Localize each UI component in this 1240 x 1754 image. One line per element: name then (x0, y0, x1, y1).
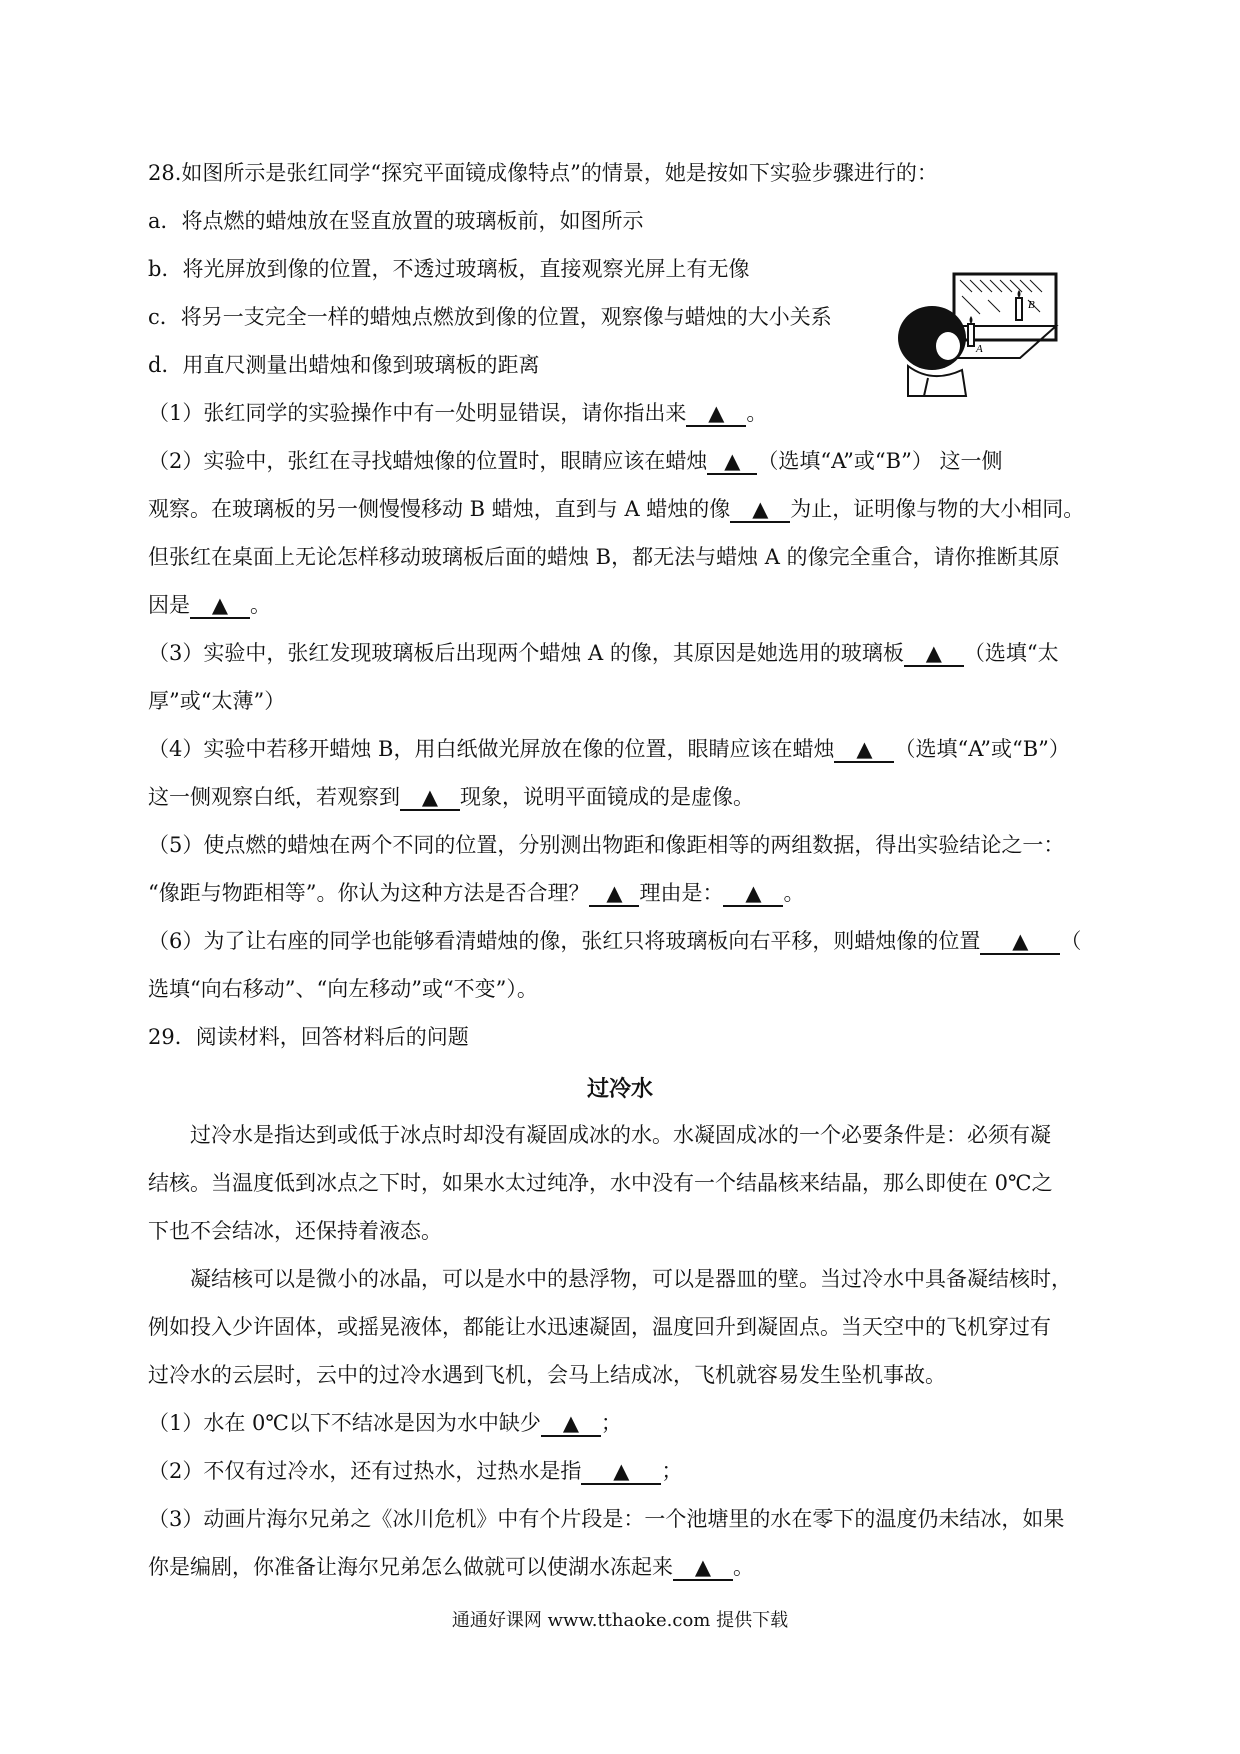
answer-blank[interactable]: ▲ (541, 1411, 601, 1437)
q29-sub2: （2）不仅有过冷水，还有过热水，过热水是指 ▲ ； (148, 1458, 683, 1483)
article-para2-line2: 例如投入少许固体，或摇晃液体，都能让水迅速凝固，温度回升到凝固点。当天空中的飞机穿过有 (148, 1315, 1051, 1339)
answer-blank[interactable]: ▲ (400, 785, 460, 811)
mirror-experiment-figure (888, 266, 1068, 398)
q28-part5-line2: “像距与物距相等”。你认为这种方法是否合理？ ▲ 理由是： ▲ 。 (148, 880, 805, 905)
answer-blank[interactable]: ▲ (673, 1555, 733, 1581)
q28-part6-line1: （6）为了让右座的同学也能够看清蜡烛的像，张红只将玻璃板向右平移，则蜡烛像的位置 ▲ （ (148, 928, 1082, 953)
q28-intro: 28.如图所示是张红同学“探究平面镜成像特点”的情景，她是按如下实验步骤进行的： (148, 161, 938, 185)
q29-sub3-line2: 你是编剧，你准备让海尔兄弟怎么做就可以使湖水冻起来 ▲ 。 (148, 1554, 754, 1579)
article-para2-line3: 过冷水的云层时，云中的过冷水遇到飞机，会马上结成冰，飞机就容易发生坠机事故。 (148, 1363, 946, 1387)
q28-step-b: b．将光屏放到像的位置，不透过玻璃板，直接观察光屏上有无像 (148, 257, 750, 281)
q28-part1: （1）张红同学的实验操作中有一处明显错误，请你指出来 ▲ 。 (148, 400, 768, 425)
page-footer: 通通好课网 www.tthaoke.com 提供下载 (451, 1610, 789, 1631)
q28-part3-line1: （3）实验中，张红发现玻璃板后出现两个蜡烛 A 的像，其原因是她选用的玻璃板 ▲ （选填“太 (148, 640, 1059, 665)
q29-sub1: （1）水在 0℃以下不结冰是因为水中缺少 ▲ ； (148, 1410, 622, 1435)
answer-blank[interactable]: ▲ (723, 881, 783, 907)
q28-part3-line2: 厚”或“太薄”） (148, 689, 286, 713)
article-para1-line3: 下也不会结冰，还保持着液态。 (148, 1219, 442, 1243)
q28-part6-line2: 选填“向右移动”、“向左移动”或“不变”）。 (148, 977, 538, 1001)
q28-part2-line4: 因是 ▲ 。 (148, 592, 271, 617)
answer-blank[interactable]: ▲ (834, 737, 894, 763)
article-para1-line1: 过冷水是指达到或低于冰点时却没有凝固成冰的水。水凝固成冰的一个必要条件是：必须有凝 (190, 1123, 1051, 1147)
answer-blank[interactable]: ▲ (904, 641, 964, 667)
q28-part2-line1: （2）实验中，张红在寻找蜡烛像的位置时，眼睛应该在蜡烛 ▲ （选填“A”或“B”） 这一侧 (148, 448, 1003, 473)
q28-part2-line3: 但张红在桌面上无论怎样移动玻璃板后面的蜡烛 B，都无法与蜡烛 A 的像完全重合，请你推断其原 (148, 545, 1060, 569)
q28-part4-line2: 这一侧观察白纸，若观察到 ▲ 现象，说明平面镜成的是虚像。 (148, 784, 754, 809)
answer-blank[interactable]: ▲ (980, 929, 1060, 955)
candle-a-label: A (976, 343, 983, 355)
article-para1-line2: 结核。当温度低到冰点之下时，如果水太过纯净，水中没有一个结晶核来结晶，那么即使在 0℃之 (148, 1171, 1053, 1195)
q28-part5-line1: （5）使点燃的蜡烛在两个不同的位置，分别测出物距和像距相等的两组数据，得出实验结论之一： (148, 833, 1065, 857)
q28-step-d: d．用直尺测量出蜡烛和像到玻璃板的距离 (148, 353, 540, 377)
q28-part2-line2: 观察。在玻璃板的另一侧慢慢移动 B 蜡烛，直到与 A 蜡烛的像 ▲ 为止，证明像与物的大小相同。 (148, 496, 1085, 521)
q28-step-c: c．将另一支完全一样的蜡烛点燃放到像的位置，观察像与蜡烛的大小关系 (148, 305, 832, 329)
candle-b-label: B (1028, 299, 1035, 311)
q29-sub3-line1: （3）动画片海尔兄弟之《冰川危机》中有个片段是：一个池塘里的水在零下的温度仍未结冰，如果 (148, 1507, 1065, 1531)
answer-blank[interactable]: ▲ (581, 1459, 661, 1485)
article-para2-line1: 凝结核可以是微小的冰晶，可以是水中的悬浮物，可以是器皿的壁。当过冷水中具备凝结核时， (190, 1267, 1072, 1291)
answer-blank[interactable]: ▲ (589, 881, 639, 907)
answer-blank[interactable]: ▲ (190, 593, 250, 619)
q28-step-a: a．将点燃的蜡烛放在竖直放置的玻璃板前，如图所示 (148, 209, 644, 233)
article-title: 过冷水 (586, 1076, 653, 1102)
answer-blank[interactable]: ▲ (707, 449, 757, 475)
answer-blank[interactable]: ▲ (730, 497, 790, 523)
q29-intro: 29．阅读材料，回答材料后的问题 (148, 1025, 469, 1049)
q28-part4-line1: （4）实验中若移开蜡烛 B，用白纸做光屏放在像的位置，眼睛应该在蜡烛 ▲ （选填“A”或“B”） (148, 736, 1070, 761)
answer-blank[interactable]: ▲ (686, 401, 746, 427)
